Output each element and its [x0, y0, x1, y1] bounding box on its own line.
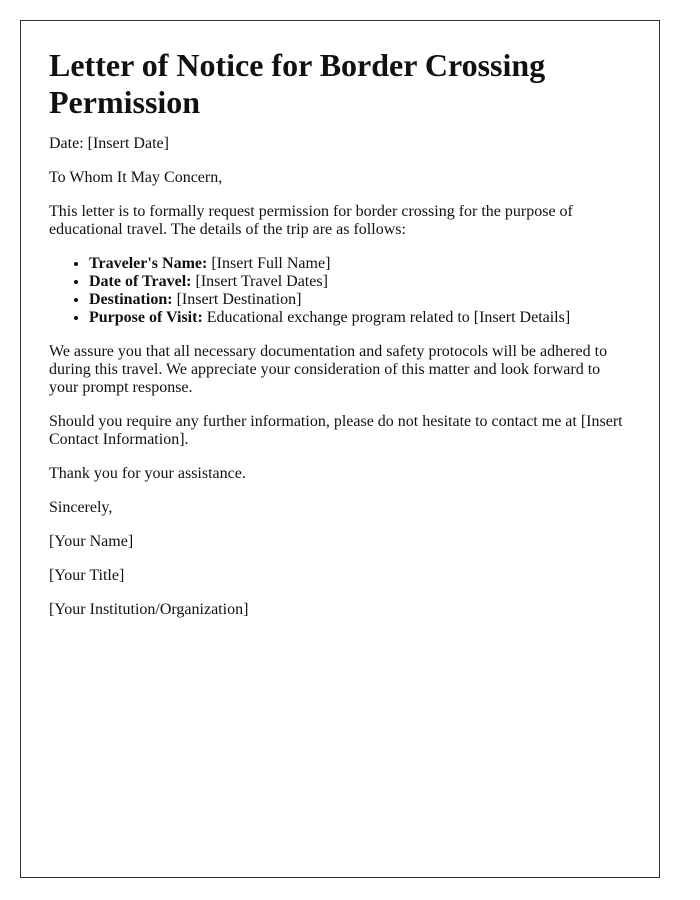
detail-value: [Insert Destination]: [172, 291, 302, 308]
list-item: [89, 291, 631, 309]
detail-label: Destination:: [89, 291, 173, 308]
detail-label: Traveler's Name:: [89, 255, 208, 272]
thanks-line: Thank you for your assistance.: [49, 465, 246, 482]
assurance-paragraph: We assure you that all necessary documentation and safety protocols will be adhered to during this travel. We appreciate your consideration of this matter and look forward to your prompt response.: [49, 343, 608, 396]
salutation: To Whom It May Concern,: [49, 169, 223, 186]
intro-paragraph: This letter is to formally request permission for border crossing for the purpose of educational travel. The details of the trip are as follows:: [49, 203, 573, 238]
signer-institution: [Your Institution/Organization]: [49, 601, 249, 618]
trip-details-list: [49, 255, 631, 327]
signer-title: [Your Title]: [49, 567, 125, 584]
letter-page: [20, 20, 660, 878]
date-line: Date: [Insert Date]: [49, 135, 169, 152]
detail-value: [Insert Travel Dates]: [191, 273, 328, 290]
signer-name: [Your Name]: [49, 533, 134, 550]
detail-value: [Insert Full Name]: [207, 255, 331, 272]
letter-title: Letter of Notice for Border Crossing Permission: [49, 47, 546, 120]
closing-line: Sincerely,: [49, 499, 113, 516]
detail-label: Purpose of Visit:: [89, 309, 203, 326]
detail-label: Date of Travel:: [89, 273, 192, 290]
detail-value: Educational exchange program related to [Insert Details]: [202, 309, 571, 326]
list-item: [89, 273, 631, 291]
contact-paragraph: Should you require any further information, please do not hesitate to contact me at [Insert Contact Information].: [49, 413, 623, 448]
list-item: [89, 255, 631, 273]
list-item: [89, 309, 631, 327]
